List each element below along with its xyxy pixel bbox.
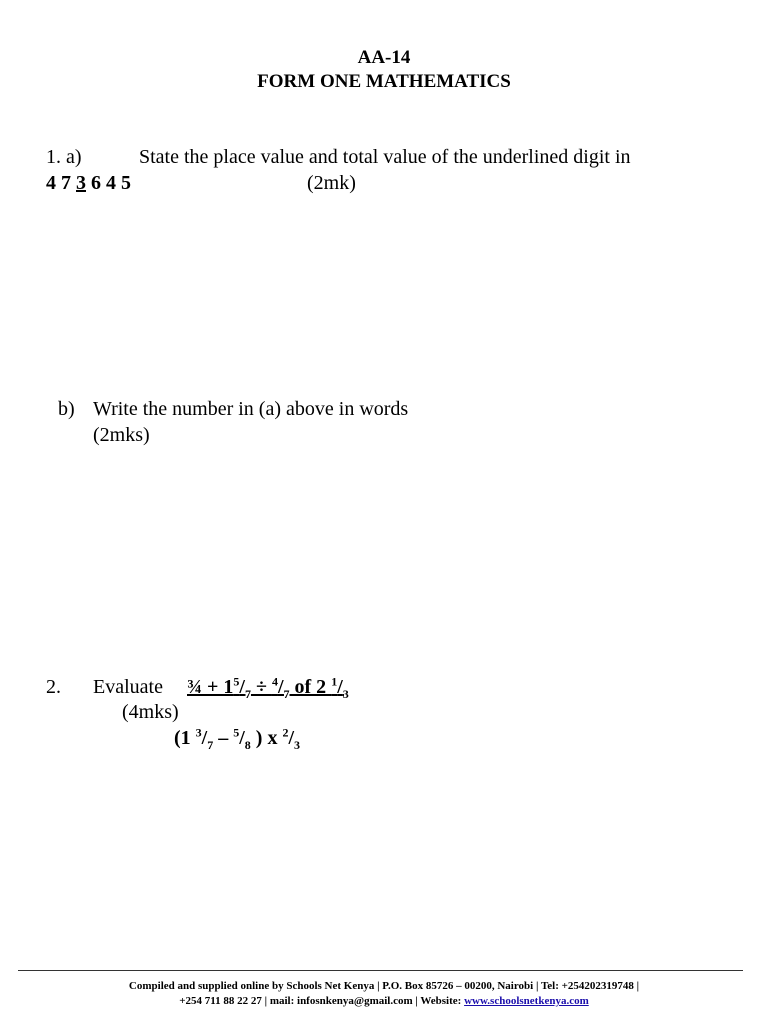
den-part-1: (1 — [174, 727, 196, 749]
num-sub-3: 3 — [342, 687, 349, 701]
q2-word: Evaluate — [93, 676, 163, 698]
num-sub-2: 7 — [283, 687, 290, 701]
footer-line-1: Compiled and supplied online by Schools Net Kenya | P.O. Box 85726 – 00200, Nairobi | Tel: +254202319748 | — [128, 980, 640, 992]
digits-after: 6 4 5 — [86, 172, 131, 194]
num-slash-3: / — [337, 676, 343, 698]
num-sup-1: 5 — [233, 674, 240, 689]
num-part-3: of 2 — [289, 676, 332, 698]
den-sup-3: 2 — [282, 725, 289, 740]
footer-divider — [18, 970, 743, 971]
digits-before: 4 7 — [46, 172, 76, 194]
den-part-2: – — [213, 727, 234, 749]
num-sup-3: 1 — [331, 674, 338, 689]
q1b-text: Write the number in (a) above in words — [93, 398, 409, 420]
den-sub-2: 8 — [244, 738, 251, 752]
den-part-3: ) x — [250, 727, 283, 749]
footer-line-2 — [0, 993, 768, 1009]
q1b-marks: (2mks) — [93, 424, 150, 446]
den-slash-1: / — [201, 727, 208, 749]
q2-numerator — [187, 676, 349, 699]
paper-code: AA-14 — [357, 47, 411, 68]
q1a-marks: (2mk) — [307, 172, 356, 194]
q1b-label: b) — [58, 398, 75, 420]
underlined-digit: 3 — [76, 172, 86, 194]
num-sup-2: 4 — [271, 674, 278, 689]
den-slash-2: / — [239, 727, 245, 749]
q2-marks: (4mks) — [122, 701, 179, 723]
den-sub-3: 3 — [294, 738, 301, 752]
q2-denominator — [174, 727, 300, 750]
den-sub-1: 7 — [207, 738, 214, 752]
num-slash-1: / — [239, 676, 245, 698]
q1a-text: State the place value and total value of the underlined digit in — [139, 146, 631, 168]
q1a-number: 1. a) — [46, 146, 82, 168]
den-sup-2: 5 — [233, 725, 240, 740]
footer-contact: +254 711 88 22 27 | mail: infosnkenya@gmail.com | Website: — [179, 995, 465, 1007]
num-part-1: ¾ + 1 — [187, 676, 234, 698]
website-link[interactable]: www.schoolsnetkenya.com — [464, 995, 589, 1007]
paper-subject: FORM ONE MATHEMATICS — [257, 71, 511, 92]
q1a-number-digits — [46, 172, 131, 195]
num-part-2: ÷ — [250, 676, 272, 698]
num-slash-2: / — [277, 676, 284, 698]
den-slash-3: / — [288, 727, 295, 749]
den-sup-1: 3 — [195, 725, 202, 740]
q2-number: 2. — [46, 676, 61, 698]
num-sub-1: 7 — [244, 687, 251, 701]
